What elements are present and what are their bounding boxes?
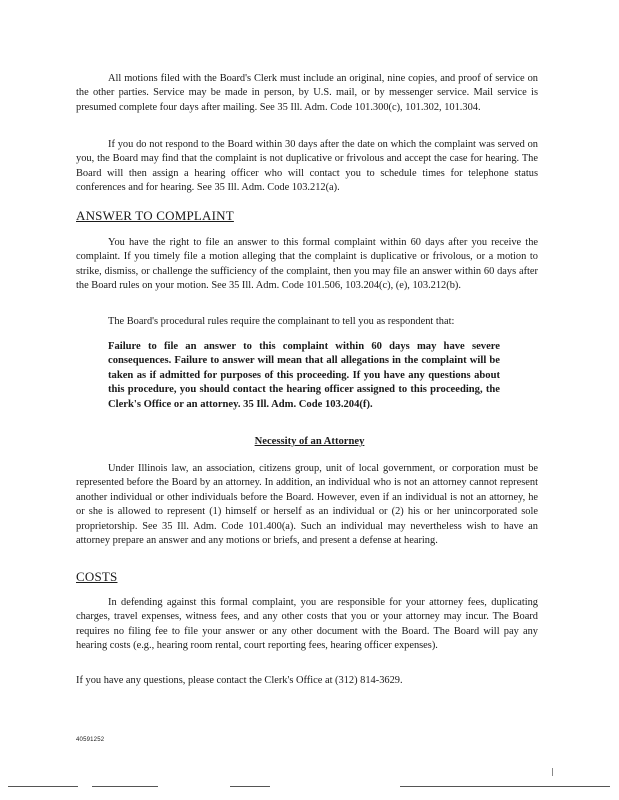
footer-line-2: [92, 786, 158, 787]
bold-warning-notice: Failure to file an answer to this complaint within 60 days may have severe consequences. Failure to answer will mean that all allegations in the complaint will be taken as if admitted for purposes of this proceeding. If you have any questions about this procedure, you should contact the hearing officer assigned to this proceeding, the Clerk's Office or an attorney. 35 Ill. Adm. Code 103.204(f).: [108, 341, 500, 410]
heading-answer-to-complaint: ANSWER TO COMPLAINT: [76, 208, 234, 223]
document-id: 40591252: [76, 737, 105, 743]
scan-artifact: [552, 768, 553, 776]
paragraph-answer-right: You have the right to file an answer to this formal complaint within 60 days after you receive the complaint. If you timely file a motion alleging that the complaint is duplicative or frivolous, or a motion to strike, dismiss, or challenge the sufficiency of the complaint, then you may file an answer within 60 days after the Board rules on your motion. See 35 Ill. Adm. Code 101.506, 103.204(c), (e), 103.212(b).: [76, 237, 538, 292]
footer-line-3: [230, 786, 270, 787]
paragraph-motions: All motions filed with the Board's Clerk must include an original, nine copies, and proof of service on the other parties. Service may be made in person, by U.S. mail, or by messenger service. Mail service is presumed complete four days after mailing. See 35 Ill. Adm. Code 101.300(c), 101.302, 101.304.: [76, 73, 538, 113]
paragraph-illinois-law: Under Illinois law, an association, citizens group, unit of local government, or corporation must be represented before the Board by an attorney. In addition, an individual who is not an attorney cannot represent another individual or other individuals before the Board. However, even if an individual is not an attorney, he or she is allowed to represent (1) himself or herself as an individual or (2) his or her unincorporated sole proprietorship. See 35 Ill. Adm. Code 101.400(a). Such an individual may nevertheless wish to have an attorney prepare an answer and any motions or briefs, and present a defense at hearing.: [76, 463, 538, 547]
paragraph-procedural-rules: The Board's procedural rules require the complainant to tell you as respondent that:: [108, 316, 455, 327]
paragraph-costs: In defending against this formal complaint, you are responsible for your attorney fees, duplicating charges, travel expenses, witness fees, and any other costs that you or your attorney may incur. The Board requires no filing fee to file your answer or any other document with the Board. The Board will pay any hearing costs (e.g., hearing room rental, court reporting fees, hearing officer expenses).: [76, 597, 538, 652]
footer-line-1: [8, 786, 78, 787]
footer-line-4: [400, 786, 610, 787]
subheading-necessity-of-attorney: Necessity of an Attorney: [254, 436, 365, 447]
paragraph-no-response: If you do not respond to the Board within 30 days after the date on which the complaint was served on you, the Board may find that the complaint is not duplicative or frivolous and accept the case for hearing. The Board will then assign a hearing officer who will contact you to schedule times for telephone status conferences and for hearing. See 35 Ill. Adm. Code 103.212(a).: [76, 139, 538, 194]
heading-costs: COSTS: [76, 569, 118, 584]
paragraph-questions: If you have any questions, please contact the Clerk's Office at (312) 814-3629.: [76, 675, 403, 686]
